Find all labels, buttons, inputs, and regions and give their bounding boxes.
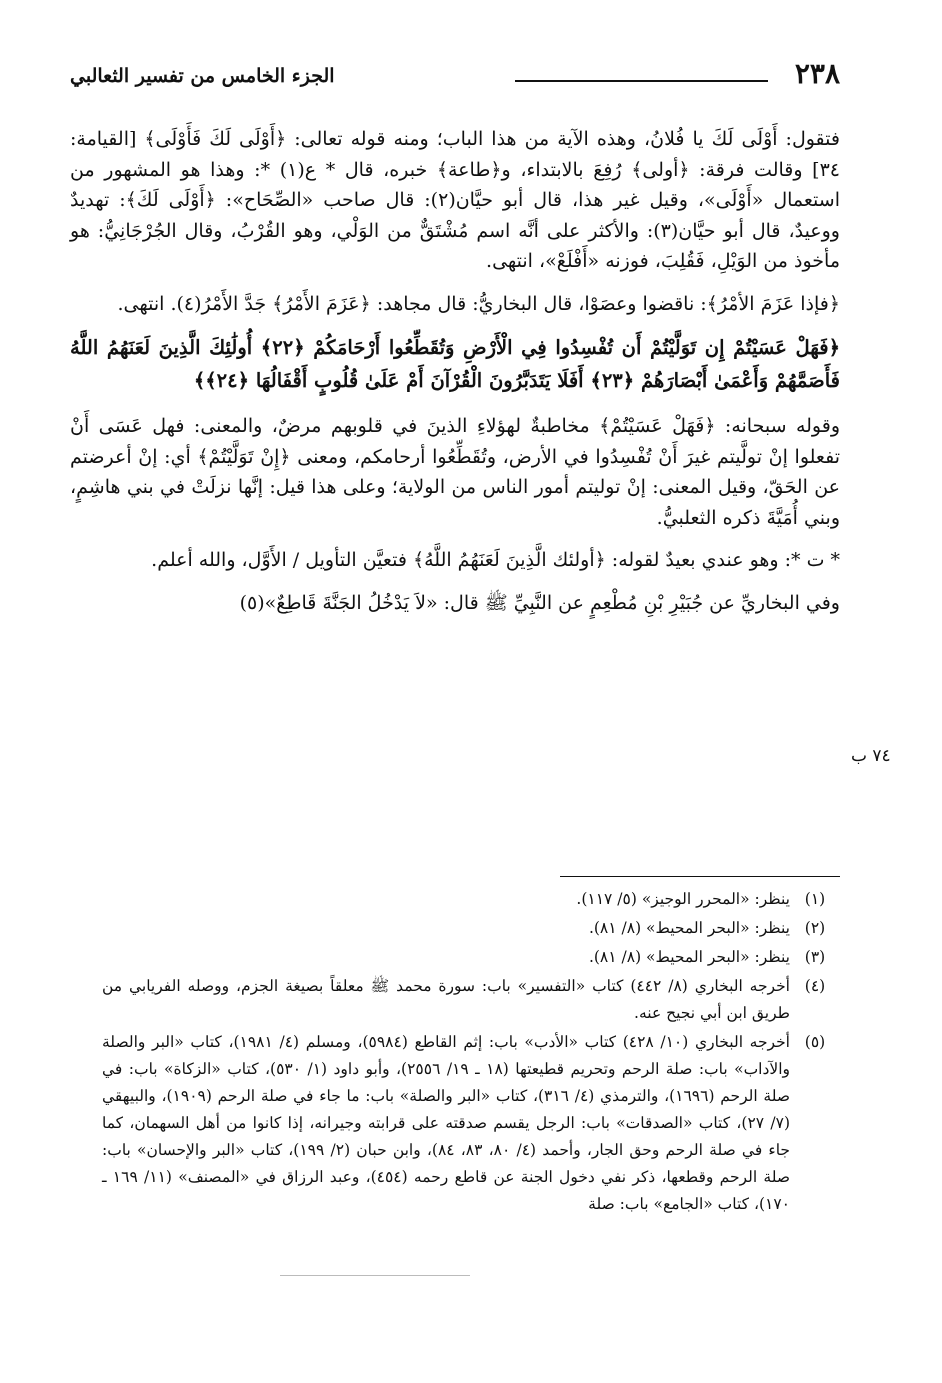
- footnote-number: (٣): [804, 948, 826, 966]
- footnote-item: [102, 1029, 840, 1218]
- footnote-item: [102, 886, 840, 913]
- footnote-number: (٢): [804, 919, 826, 937]
- page-header: [70, 58, 840, 94]
- footnote-number: (٥): [804, 1033, 826, 1051]
- footnote-text: أخرجه البخاري (٨/ ٤٤٢) كتاب «التفسير» باب: سورة محمد ﷺ معلقاً بصيغة الجزم، ووصله الفريابي من طريق ابن أبي نجيح عنه.: [102, 977, 790, 1022]
- main-text: [70, 124, 840, 618]
- page-number: ٢٣٨: [794, 57, 840, 90]
- footnote-number: (١): [804, 890, 826, 908]
- footnote-number: (٤): [804, 977, 826, 995]
- paragraph-awla: فتقول: أَوْلَى لَكَ يا فُلانُ، وهذه الآية من هذا الباب؛ ومنه قوله تعالى: ﴿أَوْلَى لَكَ فَأَوْلَى﴾ [القيامة: ٣٤] وقالت فرقة: ﴿أولى﴾ رُفِعَ بالابتداء، و﴿طاعة﴾ خبره، قال * ع(١) *: وهذا هو المشهور من استعمال «أَوْلَى»، وقيل غير هذا، قال أبو حيَّان(٢): قال صاحب «الصِّحَاح»: ﴿أَوْلَى لَكَ﴾: تهديدٌ ووعيدٌ، قال أبو حيَّان(٣): والأكثر على أنَّه اسم مُشْتَقٌّ من الوَلْي، وهو القُرْبُ، وقال الجُرْجَانِيُّ: هو مأخوذ من الوَيْلِ، فَقُلِبَ، فوزنه «أَفْلَعْ»، انتهى.: [70, 128, 840, 272]
- paragraph-tafsir: وقوله سبحانه: ﴿فَهَلْ عَسَيْتُمْ﴾ مخاطبةٌ لهؤلاءِ الذينَ في قلوبهم مرضٌ، والمعنى: فهل عَسَى أَنْ تفعلوا إنْ تولَّيتم غيرَ أَنْ تُفْسِدُوا في الأرض، وتُقَطِّعُوا أرحامكم، ومعنى ﴿إِنْ تَوَلَّيْتُمْ﴾ أي: إنْ أعرضتم عن الحَقّ، وقيل المعنى: إنْ توليتم أمور الناس من الولاية؛ وعلى هذا قيل: إنَّها نزلَتْ في بني هاشِمٍ، وبني أُمَيَّةَ ذكره الثعلبيُّ.: [70, 415, 840, 529]
- footnote-text: أخرجه البخاري (١٠/ ٤٢٨) كتاب «الأدب» باب: إثم القاطع (٥٩٨٤)، ومسلم (٤/ ١٩٨١)، كتاب «البر والصلة والآداب» باب: صلة الرحم وتحريم قطيعتها (١٨ ـ ١٩/ ٢٥٥٦)، وأبو داود (١/ ٥٣٠)، كتاب «الزكاة» باب: في صلة الرحم (١٦٩٦)، والترمذي (٤/ ٣١٦)، كتاب «البر والصلة» باب: ما جاء في صلة الرحم (١٩٠٩)، والبيهقي (٧/ ٢٧)، كتاب «الصدقات» باب: الرجل يقسم صدقته على قرابته وجيرانه، إذا كانوا من أهل السهمان، كما جاء في صلة الرحم وحق الجار، وأحمد (٤/ ٨٠، ٨٣، ٨٤)، وابن حبان (٢/ ١٩٩)، كتاب «البر والإحسان» باب: صلة الرحم وقطعها، ذكر نفي دخول الجنة عن قاطع رحمه (٤٥٤)، وعبد الرزاق في «المصنف» (١١/ ١٦٩ ـ ١٧٠)، كتاب «الجامع» باب: صلة: [102, 1033, 791, 1213]
- quran-verses: ﴿فَهَلْ عَسَيْتُمْ إِن تَوَلَّيْتُمْ أَن تُفْسِدُوا فِي الْأَرْضِ وَتُقَطِّعُوا أَرْحَامَكُمْ ﴿٢٢﴾ أُولَٰئِكَ الَّذِينَ لَعَنَهُمُ اللَّهُ فَأَصَمَّهُمْ وَأَعْمَىٰ أَبْصَارَهُمْ ﴿٢٣﴾ أَفَلَا يَتَدَبَّرُونَ الْقُرْآنَ أَمْ عَلَىٰ قُلُوبٍ أَقْفَالُهَا ﴿٢٤﴾﴾: [70, 336, 840, 392]
- paragraph-ta-comment: * ت *: وهو عندي بعيدٌ لقوله: ﴿أولئك الَّذِينَ لَعَنَهُمُ اللَّهُ﴾ فتعيَّن التأويل / الأَوَّل، والله أعلم.: [151, 549, 840, 571]
- footnote-item: [102, 944, 840, 971]
- bottom-rule: [280, 1275, 470, 1276]
- running-title: الجزء الخامس من تفسير الثعالبي: [70, 65, 335, 87]
- page: [70, 58, 840, 630]
- footnote-text: ينظر: «المحرر الوجيز» (٥/ ١١٧).: [576, 890, 790, 908]
- footnote-item: [102, 915, 840, 942]
- footnote-item: [102, 973, 840, 1027]
- paragraph-azm-al-amr: ﴿فإذا عَزَمَ الأمْرُ﴾: ناقضوا وعصَوْا، قال البخاريُّ: قال مجاهد: ﴿عَزَمَ الأَمْرُ﴾ جَدَّ الأَمْرُ(٤). انتهى.: [117, 292, 840, 315]
- footnotes: [102, 886, 840, 1220]
- manuscript-folio-marker: ٧٤ ب: [851, 746, 891, 766]
- footnote-separator: [560, 876, 840, 877]
- footnote-text: ينظر: «البحر المحيط» (٨/ ٨١).: [588, 919, 790, 937]
- footnote-text: ينظر: «البحر المحيط» (٨/ ٨١).: [588, 948, 790, 966]
- paragraph-hadith: وفي البخاريِّ عن جُبَيْرِ بْنِ مُطْعِمٍ عن النَّبِيِّ ﷺ قال: «لاَ يَدْخُلُ الجَنَّةَ قَاطِعٌ»(٥): [239, 591, 840, 614]
- header-rule: [515, 80, 768, 82]
